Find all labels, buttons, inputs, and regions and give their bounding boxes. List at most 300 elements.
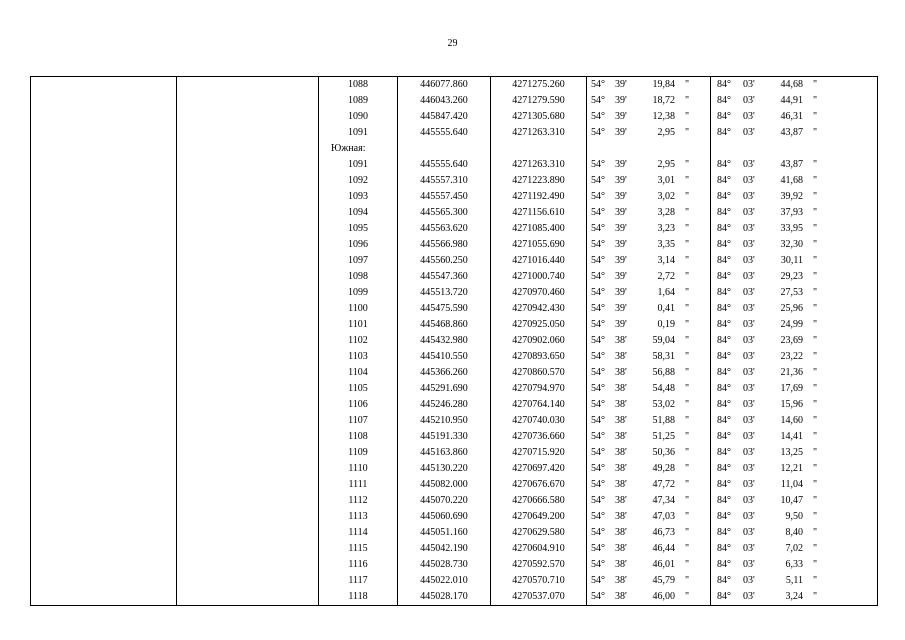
- lat-minutes: 39: [615, 207, 625, 218]
- point-number: 1094: [319, 205, 398, 221]
- point-number: 1100: [319, 301, 398, 317]
- lon-minutes: 03: [743, 351, 753, 362]
- lat-seconds: 3,14: [657, 255, 675, 266]
- coord-y: 4270666.580: [491, 493, 587, 509]
- lon-minutes: 03: [743, 207, 753, 218]
- lon-minutes-group: [743, 333, 765, 349]
- empty-cell: [31, 125, 177, 141]
- lon-degrees: 84: [717, 447, 727, 458]
- degree-symbol: °: [727, 111, 731, 122]
- lat-minutes: 38: [615, 351, 625, 362]
- second-symbol: ": [685, 447, 690, 458]
- lon-degrees-group: [717, 253, 739, 269]
- table-row: [31, 445, 878, 461]
- coord-x: 445028.170: [398, 589, 491, 606]
- lon-degrees: 84: [717, 399, 727, 410]
- longitude: [711, 525, 878, 541]
- degree-symbol: °: [601, 303, 605, 314]
- lon-degrees-group: [717, 269, 739, 285]
- latitude: [587, 205, 711, 221]
- latitude: [587, 557, 711, 573]
- table-row: [31, 525, 878, 541]
- lon-seconds: 14,41: [780, 431, 803, 442]
- lon-degrees: 84: [717, 367, 727, 378]
- minute-symbol: ': [625, 415, 627, 426]
- lon-degrees: 84: [717, 319, 727, 330]
- minute-symbol: ': [625, 367, 627, 378]
- coord-y: 4270925.050: [491, 317, 587, 333]
- latitude: [587, 397, 711, 413]
- point-number: 1088: [319, 77, 398, 94]
- coord-y: 4271223.890: [491, 173, 587, 189]
- lat-minutes-group: [615, 317, 637, 333]
- latitude: [587, 461, 711, 477]
- lat-degrees: 54: [591, 239, 601, 250]
- latitude: [587, 237, 711, 253]
- second-symbol: ": [813, 303, 818, 314]
- empty-cell: [177, 365, 319, 381]
- empty-cell: [177, 525, 319, 541]
- degree-symbol: °: [601, 463, 605, 474]
- lat-degrees: 54: [591, 511, 601, 522]
- coord-x: 445566.980: [398, 237, 491, 253]
- lat-minutes: 39: [615, 271, 625, 282]
- lat-degrees: 54: [591, 159, 601, 170]
- lat-degrees: 54: [591, 287, 601, 298]
- minute-symbol: ': [753, 175, 755, 186]
- latitude: [587, 173, 711, 189]
- lon-minutes-group: [743, 461, 765, 477]
- coord-x: 445163.860: [398, 445, 491, 461]
- empty-cell: [177, 557, 319, 573]
- lon-minutes-group: [743, 285, 765, 301]
- degree-symbol: °: [727, 543, 731, 554]
- point-number: 1090: [319, 109, 398, 125]
- second-symbol: ": [813, 255, 818, 266]
- degree-symbol: °: [727, 207, 731, 218]
- degree-symbol: °: [727, 559, 731, 570]
- coord-y: 4270697.420: [491, 461, 587, 477]
- coord-y: 4270649.200: [491, 509, 587, 525]
- lon-minutes-group: [743, 589, 765, 605]
- lon-minutes: 03: [743, 383, 753, 394]
- lat-minutes: 38: [615, 447, 625, 458]
- lat-seconds: 2,95: [657, 159, 675, 170]
- lon-minutes: 03: [743, 223, 753, 234]
- lat-minutes: 38: [615, 527, 625, 538]
- latitude: [587, 221, 711, 237]
- lon-seconds: 43,87: [780, 127, 803, 138]
- lat-minutes-group: [615, 525, 637, 541]
- latitude: [587, 333, 711, 349]
- lon-degrees-group: [717, 237, 739, 253]
- lon-minutes-group: [743, 253, 765, 269]
- lon-minutes-group: [743, 557, 765, 573]
- coord-y: 4270629.580: [491, 525, 587, 541]
- lat-seconds: 19,84: [652, 79, 675, 90]
- latitude: [587, 77, 711, 94]
- minute-symbol: ': [625, 463, 627, 474]
- lat-seconds: 3,35: [657, 239, 675, 250]
- lat-minutes-group: [615, 301, 637, 317]
- minute-symbol: ': [753, 479, 755, 490]
- lon-minutes-group: [743, 365, 765, 381]
- second-symbol: ": [813, 511, 818, 522]
- lon-seconds: 21,36: [780, 367, 803, 378]
- lat-degrees-group: [591, 205, 613, 221]
- coord-x: 445847.420: [398, 109, 491, 125]
- lat-degrees: 54: [591, 447, 601, 458]
- degree-symbol: °: [727, 319, 731, 330]
- coordinates-table-body: [31, 77, 878, 606]
- lon-minutes: 03: [743, 111, 753, 122]
- lat-degrees-group: [591, 557, 613, 573]
- lat-minutes: 38: [615, 415, 625, 426]
- minute-symbol: ': [625, 127, 627, 138]
- table-row: [31, 125, 878, 141]
- second-symbol: ": [685, 127, 690, 138]
- coord-y: 4270740.030: [491, 413, 587, 429]
- lon-degrees: 84: [717, 79, 727, 90]
- lat-seconds: 47,03: [652, 511, 675, 522]
- lat-degrees: 54: [591, 479, 601, 490]
- latitude: [587, 541, 711, 557]
- degree-symbol: °: [601, 415, 605, 426]
- coord-x: 445366.260: [398, 365, 491, 381]
- empty-cell: [31, 493, 177, 509]
- second-symbol: ": [685, 319, 690, 330]
- lon-minutes: 03: [743, 527, 753, 538]
- lon-minutes-group: [743, 189, 765, 205]
- lon-minutes-group: [743, 205, 765, 221]
- second-symbol: ": [813, 399, 818, 410]
- second-symbol: ": [685, 223, 690, 234]
- minute-symbol: ': [753, 79, 755, 90]
- empty-cell: [177, 381, 319, 397]
- empty-cell: [177, 413, 319, 429]
- lon-degrees-group: [717, 397, 739, 413]
- second-symbol: ": [685, 511, 690, 522]
- lat-minutes: 39: [615, 191, 625, 202]
- minute-symbol: ': [625, 319, 627, 330]
- table-row: [31, 205, 878, 221]
- point-number: 1116: [319, 557, 398, 573]
- coord-y: 4270764.140: [491, 397, 587, 413]
- point-number: 1099: [319, 285, 398, 301]
- point-number: 1105: [319, 381, 398, 397]
- lat-minutes-group: [615, 109, 637, 125]
- empty-cell: [177, 429, 319, 445]
- table-row: [31, 557, 878, 573]
- lat-degrees-group: [591, 397, 613, 413]
- lon-minutes: 03: [743, 399, 753, 410]
- table-row: [31, 509, 878, 525]
- lon-minutes-group: [743, 413, 765, 429]
- lat-minutes-group: [615, 205, 637, 221]
- lat-degrees-group: [591, 237, 613, 253]
- lon-degrees: 84: [717, 111, 727, 122]
- empty-cell: [177, 157, 319, 173]
- table-row: [31, 573, 878, 589]
- coord-y: 4271016.440: [491, 253, 587, 269]
- lat-degrees: 54: [591, 463, 601, 474]
- second-symbol: ": [813, 175, 818, 186]
- longitude: [711, 365, 878, 381]
- lon-minutes: 03: [743, 319, 753, 330]
- second-symbol: ": [685, 431, 690, 442]
- second-symbol: ": [813, 127, 818, 138]
- point-number: 1106: [319, 397, 398, 413]
- latitude: [587, 493, 711, 509]
- empty-cell: [177, 221, 319, 237]
- lat-minutes: 38: [615, 335, 625, 346]
- longitude: [711, 237, 878, 253]
- degree-symbol: °: [601, 255, 605, 266]
- degree-symbol: °: [601, 239, 605, 250]
- longitude: [711, 301, 878, 317]
- empty-cell: [31, 461, 177, 477]
- lon-minutes: 03: [743, 175, 753, 186]
- longitude: [711, 285, 878, 301]
- coord-x: 445042.190: [398, 541, 491, 557]
- degree-symbol: °: [727, 591, 731, 602]
- lon-degrees: 84: [717, 303, 727, 314]
- second-symbol: ": [685, 575, 690, 586]
- lat-seconds: 58,31: [652, 351, 675, 362]
- table-row: [31, 477, 878, 493]
- empty-cell: [177, 461, 319, 477]
- lat-minutes-group: [615, 77, 637, 93]
- lat-seconds: 56,88: [652, 367, 675, 378]
- degree-symbol: °: [601, 287, 605, 298]
- lon-degrees: 84: [717, 591, 727, 602]
- page-number: 29: [447, 38, 458, 49]
- minute-symbol: ': [753, 319, 755, 330]
- lat-degrees-group: [591, 381, 613, 397]
- minute-symbol: ': [625, 591, 627, 602]
- empty-cell: [31, 429, 177, 445]
- degree-symbol: °: [727, 527, 731, 538]
- lat-seconds: 3,28: [657, 207, 675, 218]
- lon-seconds: 23,22: [780, 351, 803, 362]
- lat-seconds: 50,36: [652, 447, 675, 458]
- lon-degrees: 84: [717, 559, 727, 570]
- lon-seconds: 33,95: [780, 223, 803, 234]
- minute-symbol: ': [753, 207, 755, 218]
- point-number: 1103: [319, 349, 398, 365]
- point-number: 1104: [319, 365, 398, 381]
- degree-symbol: °: [727, 271, 731, 282]
- lon-minutes-group: [743, 173, 765, 189]
- lon-minutes-group: [743, 301, 765, 317]
- coord-y: 4271055.690: [491, 237, 587, 253]
- minute-symbol: ': [753, 447, 755, 458]
- degree-symbol: °: [601, 271, 605, 282]
- lat-minutes-group: [615, 429, 637, 445]
- coord-x: 445210.950: [398, 413, 491, 429]
- lat-degrees-group: [591, 333, 613, 349]
- table-row: [31, 109, 878, 125]
- lat-minutes-group: [615, 93, 637, 109]
- table-row: [31, 301, 878, 317]
- lon-minutes: 03: [743, 431, 753, 442]
- minute-symbol: ': [753, 351, 755, 362]
- empty-cell: [31, 589, 177, 606]
- lat-degrees-group: [591, 365, 613, 381]
- degree-symbol: °: [727, 431, 731, 442]
- lon-degrees-group: [717, 317, 739, 333]
- coord-x: 445468.860: [398, 317, 491, 333]
- minute-symbol: ': [625, 495, 627, 506]
- empty-cell: [31, 381, 177, 397]
- lon-seconds: 25,96: [780, 303, 803, 314]
- lon-degrees-group: [717, 77, 739, 93]
- longitude: [711, 557, 878, 573]
- latitude: [587, 381, 711, 397]
- second-symbol: ": [685, 111, 690, 122]
- lat-minutes: 39: [615, 79, 625, 90]
- latitude: [587, 189, 711, 205]
- minute-symbol: ': [625, 271, 627, 282]
- coord-y: 4271279.590: [491, 93, 587, 109]
- lon-seconds: 7,02: [785, 543, 803, 554]
- second-symbol: ": [813, 383, 818, 394]
- second-symbol: ": [813, 447, 818, 458]
- lon-degrees: 84: [717, 575, 727, 586]
- lon-seconds: 12,21: [780, 463, 803, 474]
- empty-cell: [31, 253, 177, 269]
- lat-minutes: 38: [615, 495, 625, 506]
- table-row: [31, 221, 878, 237]
- lat-minutes-group: [615, 477, 637, 493]
- coord-y: 4270537.070: [491, 589, 587, 606]
- minute-symbol: ': [753, 543, 755, 554]
- lat-degrees-group: [591, 253, 613, 269]
- lat-degrees: 54: [591, 79, 601, 90]
- lon-minutes-group: [743, 109, 765, 125]
- longitude: [711, 109, 878, 125]
- lat-degrees-group: [591, 525, 613, 541]
- degree-symbol: °: [601, 319, 605, 330]
- lon-seconds: 39,92: [780, 191, 803, 202]
- minute-symbol: ': [753, 159, 755, 170]
- lon-minutes-group: [743, 573, 765, 589]
- minute-symbol: ': [753, 591, 755, 602]
- minute-symbol: ': [753, 559, 755, 570]
- lon-seconds: 24,99: [780, 319, 803, 330]
- lat-minutes-group: [615, 333, 637, 349]
- lat-degrees-group: [591, 221, 613, 237]
- coord-x: 445555.640: [398, 157, 491, 173]
- empty-cell: [31, 205, 177, 221]
- longitude: [711, 333, 878, 349]
- section-label: Южная:: [319, 141, 398, 157]
- lon-minutes: 03: [743, 479, 753, 490]
- lat-degrees-group: [591, 173, 613, 189]
- lon-minutes-group: [743, 77, 765, 93]
- lon-degrees-group: [717, 525, 739, 541]
- lat-minutes-group: [615, 349, 637, 365]
- lon-seconds: 23,69: [780, 335, 803, 346]
- lon-degrees-group: [717, 493, 739, 509]
- second-symbol: ": [685, 335, 690, 346]
- lat-degrees: 54: [591, 191, 601, 202]
- lon-minutes: 03: [743, 335, 753, 346]
- empty-cell: [31, 285, 177, 301]
- second-symbol: ": [813, 591, 818, 602]
- lat-degrees: 54: [591, 591, 601, 602]
- point-number: 1101: [319, 317, 398, 333]
- lon-degrees: 84: [717, 415, 727, 426]
- lat-degrees: 54: [591, 495, 601, 506]
- second-symbol: ": [813, 543, 818, 554]
- coord-y: 4271263.310: [491, 157, 587, 173]
- lon-minutes: 03: [743, 159, 753, 170]
- lat-degrees-group: [591, 269, 613, 285]
- minute-symbol: ': [625, 511, 627, 522]
- empty-cell: [31, 525, 177, 541]
- lon-degrees-group: [717, 333, 739, 349]
- second-symbol: ": [813, 559, 818, 570]
- longitude: [711, 573, 878, 589]
- lat-degrees: 54: [591, 351, 601, 362]
- lon-minutes-group: [743, 237, 765, 253]
- lon-minutes: 03: [743, 415, 753, 426]
- lon-degrees-group: [717, 301, 739, 317]
- lon-degrees-group: [717, 189, 739, 205]
- point-number: 1095: [319, 221, 398, 237]
- point-number: 1111: [319, 477, 398, 493]
- degree-symbol: °: [727, 303, 731, 314]
- latitude: [587, 301, 711, 317]
- point-number: 1096: [319, 237, 398, 253]
- degree-symbol: °: [727, 383, 731, 394]
- empty-cell: [177, 573, 319, 589]
- lat-seconds: 2,72: [657, 271, 675, 282]
- latitude: [587, 157, 711, 173]
- lon-degrees: 84: [717, 223, 727, 234]
- lat-degrees-group: [591, 413, 613, 429]
- second-symbol: ": [813, 239, 818, 250]
- longitude: [711, 317, 878, 333]
- degree-symbol: °: [727, 223, 731, 234]
- empty-cell: [31, 333, 177, 349]
- lat-degrees-group: [591, 445, 613, 461]
- coord-y: 4270736.660: [491, 429, 587, 445]
- empty-cell: [177, 397, 319, 413]
- minute-symbol: ': [753, 127, 755, 138]
- minute-symbol: ': [625, 447, 627, 458]
- coord-x: 445563.620: [398, 221, 491, 237]
- lat-minutes: 38: [615, 383, 625, 394]
- lat-seconds: 59,04: [652, 335, 675, 346]
- lon-seconds: 44,68: [780, 79, 803, 90]
- lat-seconds: 45,79: [652, 575, 675, 586]
- table-row: [31, 397, 878, 413]
- degree-symbol: °: [727, 255, 731, 266]
- lon-minutes-group: [743, 397, 765, 413]
- degree-symbol: °: [601, 223, 605, 234]
- lat-seconds: 46,01: [652, 559, 675, 570]
- coord-x: 445557.450: [398, 189, 491, 205]
- lon-degrees: 84: [717, 351, 727, 362]
- degree-symbol: °: [727, 415, 731, 426]
- lat-degrees-group: [591, 157, 613, 173]
- lat-minutes: 39: [615, 111, 625, 122]
- empty-cell: [398, 141, 491, 157]
- lat-degrees-group: [591, 461, 613, 477]
- minute-symbol: ': [625, 255, 627, 266]
